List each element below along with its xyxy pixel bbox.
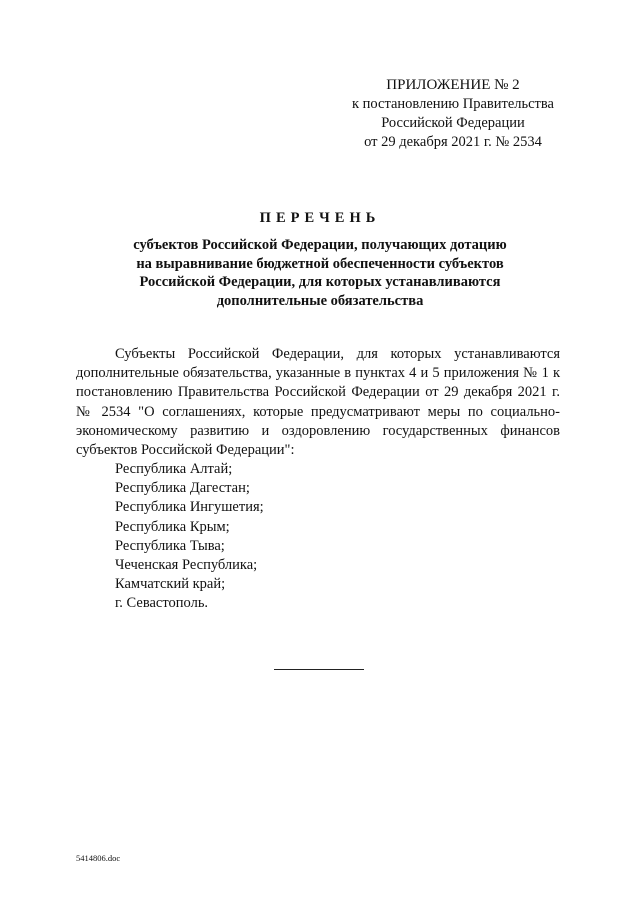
list-item: Республика Алтай; xyxy=(115,461,233,477)
list-item: Республика Ингушетия; xyxy=(115,499,264,516)
list-item: Камчатский край; xyxy=(115,576,226,593)
subheading-line-1: субъектов Российской Федерации, получающих дотацию xyxy=(133,237,507,253)
list-item: г. Севастополь. xyxy=(115,595,209,612)
subheading-line-3: Российской Федерации, для которых устанавливаются xyxy=(139,274,501,290)
appendix-line-3: от 29 декабря 2021 г. № 2534 xyxy=(364,134,542,150)
body-paragraph: Субъекты Российской Федерации, для которых устанавливаются дополнительные обязательства, указанные в пунктах 4 и 5 приложения № 1 к постановлению Правительства Российской Федерации от 29 декабря 2021 г. № 2534 "О соглашениях, которые предусматривают меры по социально-экономическому развитию и оздоровлению государственных финансов субъектов Российской Федерации": xyxy=(76,346,560,459)
list-item: Чеченская Республика; xyxy=(115,557,258,574)
closing-divider xyxy=(274,669,364,670)
list-item: Республика Крым; xyxy=(115,518,230,535)
list-item: Республика Дагестан; xyxy=(115,480,250,497)
subjects-list xyxy=(115,460,264,614)
footer-filename: 5414806.doc xyxy=(76,853,121,863)
document-heading: ПЕРЕЧЕНЬ xyxy=(259,210,381,226)
subheading-line-2: на выравнивание бюджетной обеспеченности субъектов xyxy=(136,255,504,272)
list-item: Республика Тыва; xyxy=(115,537,225,554)
document-subheading xyxy=(100,236,540,310)
appendix-line-1: к постановлению Правительства xyxy=(352,96,554,112)
appendix-title: ПРИЛОЖЕНИЕ № 2 xyxy=(386,77,520,93)
appendix-line-2: Российской Федерации xyxy=(381,115,525,131)
appendix-block xyxy=(318,76,588,152)
subheading-line-4: дополнительные обязательства xyxy=(216,292,424,309)
